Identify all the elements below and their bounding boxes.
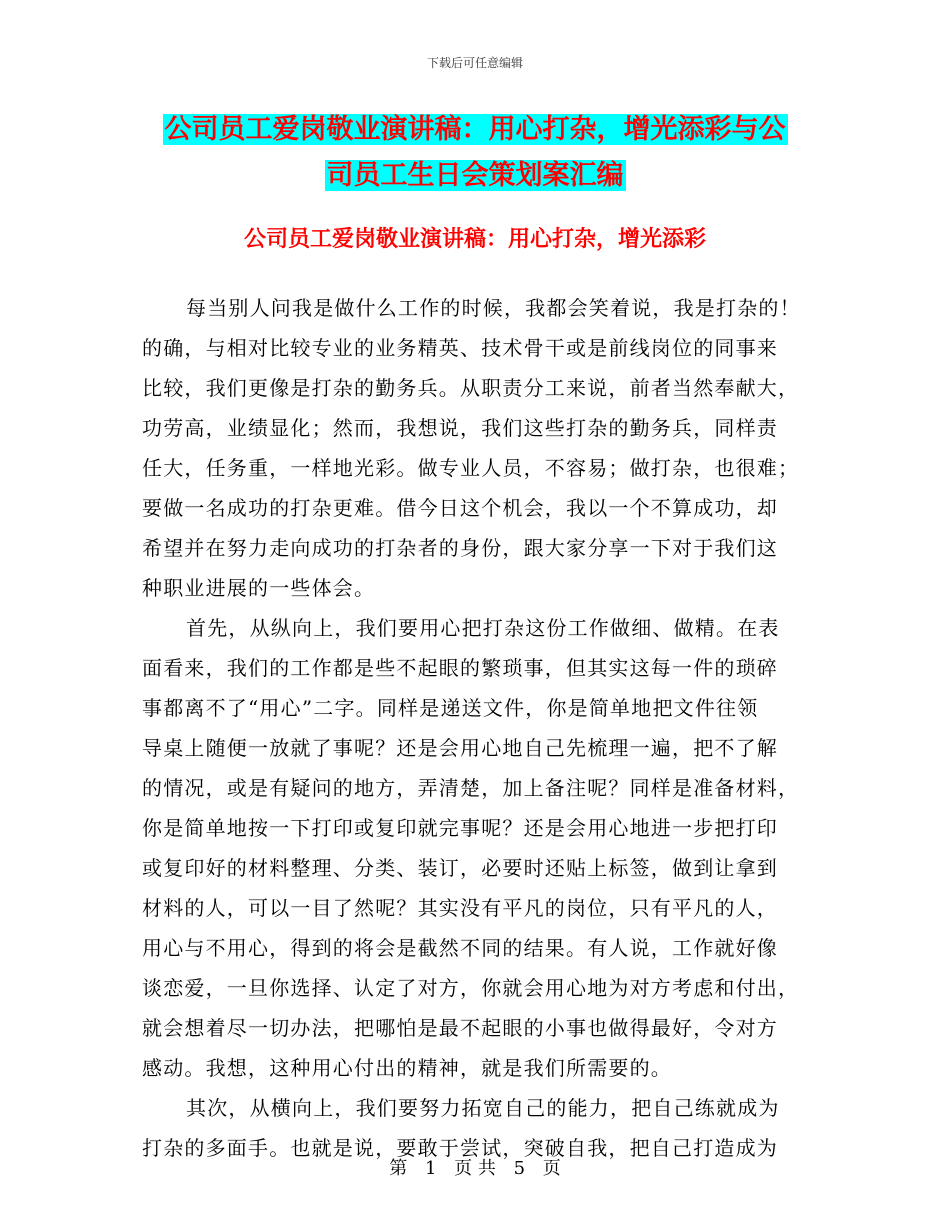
section-subtitle: 公司员工爱岗敬业演讲稿：用心打杂，增光添彩 bbox=[243, 227, 706, 252]
document-title bbox=[0, 108, 950, 200]
text-line: 每当别人问我是做什么工作的时候，我都会笑着说，我是打杂的！ bbox=[186, 296, 801, 320]
text-line: 种职业进展的一些体会。 bbox=[142, 576, 376, 600]
text-line: 感动。我想，这种用心付出的精神，就是我们所需要的。 bbox=[142, 1056, 672, 1080]
text-line: 首先，从纵向上，我们要用心把打杂这份工作做细、做精。在表 bbox=[186, 616, 780, 640]
text-line: 打杂的多面手。也就是说，要敢于尝试，突破自我，把自己打造成为 bbox=[142, 1136, 778, 1160]
text-line: 其次，从横向上，我们要努力拓宽自己的能力，把自己练就成为 bbox=[186, 1096, 780, 1120]
text-line: 任大，任务重，一样地光彩。做专业人员，不容易；做打杂，也很难； bbox=[142, 456, 800, 480]
text-line: 你是简单地按一下打印或复印就完事呢？还是会用心地进一步把打印 bbox=[142, 816, 778, 840]
text-line: 用心与不用心，得到的将会是截然不同的结果。有人说，工作就好像 bbox=[142, 936, 778, 960]
text-line: 导桌上随便一放就了事呢？还是会用心地自己先梳理一遍，把不了解 bbox=[142, 736, 778, 760]
text-line: 事都离不了“用心”二字。同样是递送文件，你是简单地把文件往领 bbox=[142, 696, 759, 720]
title-line-1: 公司员工爱岗敬业演讲稿：用心打杂，增光添彩与公 bbox=[164, 114, 786, 145]
header-note: 下载后可任意编辑 bbox=[426, 56, 523, 70]
text-line: 材料的人，可以一目了然呢？其实没有平凡的岗位，只有平凡的人， bbox=[142, 896, 778, 920]
footer-middle: 页 共 bbox=[454, 1158, 496, 1179]
text-line: 的情况，或是有疑问的地方，弄清楚，加上备注呢？同样是准备材料， bbox=[142, 776, 800, 800]
text-line: 比较，我们更像是打杂的勤务兵。从职责分工来说，前者当然奉献大， bbox=[142, 376, 800, 400]
page-footer bbox=[0, 1154, 950, 1180]
text-line: 或复印好的材料整理、分类、装订，必要时还贴上标签，做到让拿到 bbox=[142, 856, 778, 880]
footer-prefix: 第 bbox=[389, 1158, 408, 1179]
text-line: 的确，与相对比较专业的业务精英、技术骨干或是前线岗位的同事来 bbox=[142, 336, 778, 360]
body-text bbox=[142, 288, 808, 1168]
text-line: 希望并在努力走向成功的打杂者的身份，跟大家分享一下对于我们这 bbox=[142, 536, 778, 560]
text-line: 功劳高，业绩显化；然而，我想说，我们这些打杂的勤务兵，同样责 bbox=[142, 416, 778, 440]
footer-total-pages: 5 bbox=[513, 1158, 526, 1179]
text-line: 就会想着尽一切办法，把哪怕是最不起眼的小事也做得最好，令对方 bbox=[142, 1016, 778, 1040]
footer-suffix: 页 bbox=[542, 1158, 561, 1179]
text-line: 要做一名成功的打杂更难。借今日这个机会，我以一个不算成功，却 bbox=[142, 496, 778, 520]
footer-page-number: 1 bbox=[424, 1158, 437, 1179]
text-line: 面看来，我们的工作都是些不起眼的繁琐事，但其实这每一件的琐碎 bbox=[142, 656, 778, 680]
title-line-2: 司员工生日会策划案汇编 bbox=[326, 160, 624, 191]
text-line: 谈恋爱，一旦你选择、认定了对方，你就会用心地为对方考虑和付出， bbox=[142, 976, 800, 1000]
